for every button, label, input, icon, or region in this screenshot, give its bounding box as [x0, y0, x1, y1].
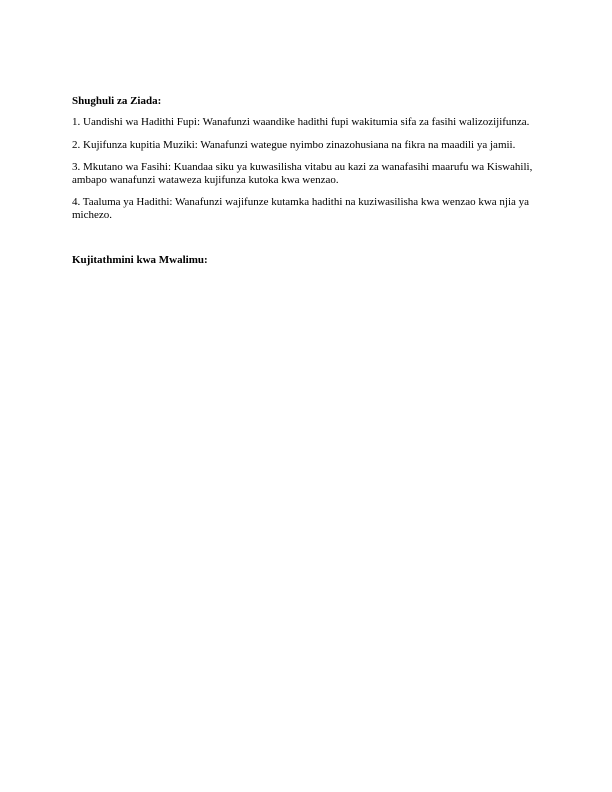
list-item: 1. Uandishi wa Hadithi Fupi: Wanafunzi waandike hadithi fupi wakitumia sifa za fasihi walizozijifunza. — [72, 116, 530, 128]
section-heading-teacher-self-assessment: Kujitathmini kwa Mwalimu: — [72, 253, 208, 266]
document-content — [72, 95, 542, 275]
list-item: 4. Taaluma ya Hadithi: Wanafunzi wajifunze kutamka hadithi na kuziwasilisha kwa wenzao kwa njia ya michezo. — [72, 196, 530, 221]
section-spacer — [72, 232, 542, 254]
list-item: 2. Kujifunza kupitia Muziki: Wanafunzi wategue nyimbo zinazohusiana na fikra na maadili ya jamii. — [72, 138, 516, 151]
section-heading-extra-activities: Shughuli za Ziada: — [72, 95, 162, 107]
list-item: 3. Mkutano wa Fasihi: Kuandaa siku ya kuwasilisha vitabu au kazi za wanafasihi maarufu wa Kiswahili, ambapo wanafunzi wataweza kujifunza kutoka kwa wenzao. — [72, 161, 533, 186]
